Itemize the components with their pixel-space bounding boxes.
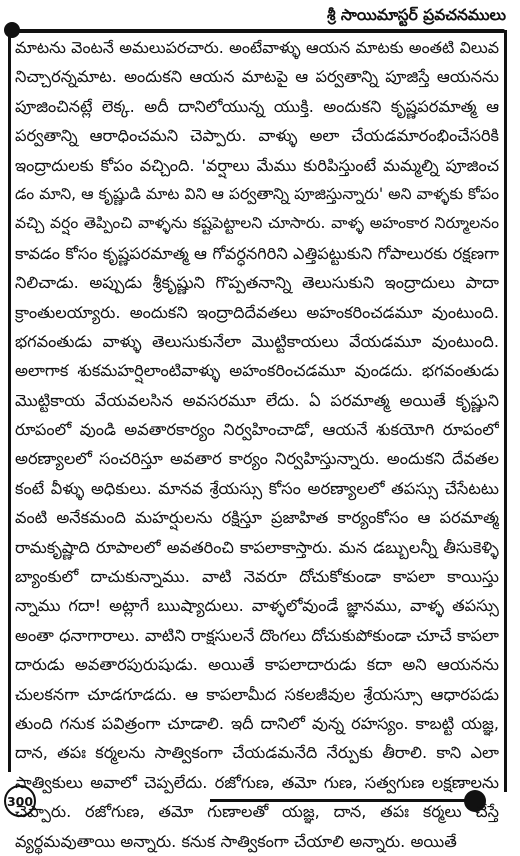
text-line: దారుడు అవతారపురుషుడు. అయితే కాపలాదారుడు కదా అని ఆయనను: [15, 655, 499, 675]
text-line: అరణ్యాలలో సంచరిస్తూ అవతార కార్యం నిర్వహిస్తున్నారు. అందుకని దేవతల: [15, 449, 499, 469]
text-line: నిచ్చారన్నమాట. అందుకని ఆయన మాటపై ఆ పర్వతాన్ని పూజిస్తే ఆయనను: [15, 67, 499, 87]
text-line: దాన, తపః కర్మలను సాత్వికంగా చేయడమనేది నేర్పుకు తీరాలి. కాని ఎలా: [15, 743, 499, 763]
text-line: కావడం కోసం కృష్ణపరమాత్మ ఆ గోవర్ధనగిరిని ఎత్తిపట్టుకుని గోపాలురకు రక్షణగా: [15, 243, 499, 263]
body-text: [15, 33, 499, 856]
text-line: వచ్చి వర్షం తెప్పించి వాళ్ళను కష్టపెట్టాలని చూసారు. వాళ్ళ అహంకార నిర్మూలనం: [15, 214, 499, 233]
text-line: న్నాము గదా! అట్లాగే ఋష్యాదులు. వాళ్ళలోవుండే జ్ఞానము, వాళ్ళ తపస్సు: [15, 596, 499, 616]
text-line: నిలిచాడు. అప్పుడు శ్రీకృష్ణుని గొప్పతనాన్ని తెలుసుకుని ఇంద్రాదులు పాదా: [15, 273, 499, 293]
text-line: కంటే వీళ్ళు అధికులు. మానవ శ్రేయస్సు కోసం అరణ్యాలలో తపస్సు చేసేటటు: [15, 478, 499, 498]
text-line: పర్వతాన్ని ఆరాధించమని చెప్పారు. వాళ్ళు అలా చేయడమారంభించేసరికి: [15, 126, 499, 146]
page-number-badge: 300: [4, 785, 36, 817]
text-line: రామకృష్ణాది రూపాలలో అవతరించి కాపలాకాస్తారు. మన డబ్బులన్నీ తీసుకెళ్ళి: [15, 537, 499, 557]
left-border-rule: [8, 30, 11, 772]
text-line: డం మాని, ఆ కృష్ణుడి మాట విని ఆ పర్వతాన్ని పూజిస్తున్నారు' అని వాళ్ళకు కోపం: [15, 184, 499, 203]
text-line: అంతా ధనాగారాలు. వాటిని రాక్షసులనే దొంగలు దోచుకుపోకుండా చూచే కాపలా: [15, 625, 499, 645]
text-line: క్రాంతులయ్యారు. అందుకని ఇంద్రాదిదేవతలు అహంకరించడమూ వుంటుంది.: [15, 302, 499, 322]
right-border-rule: [504, 30, 507, 792]
text-line: రూపంలో వుండి అవతారకార్యం నిర్వహించాడో, ఆయనే శుకయోగి రూపంలో: [15, 420, 499, 440]
running-header-title: శ్రీ సాయిమాస్టర్ ప్రవచనములు: [326, 6, 506, 24]
text-line: మాటను వెంటనే అమలుపరచారు. అంటేవాళ్ళు ఆయన మాటకు అంతటి విలువ: [15, 38, 499, 57]
text-line: తుంది గనుక పవిత్రంగా చూడాలి. ఇదీ దానిలో వున్న రహస్యం. కాబట్టి యజ్ఞ,: [15, 713, 499, 733]
text-line: బ్యాంకులో దాచుకున్నాము. వాటి నెవరూ దోచుకోకుండా కాపలా కాయిస్తు: [15, 567, 499, 587]
text-line: వ్యర్థమవుతాయి అన్నారు. కనుక సాత్వికంగా చేయాలి అన్నారు. అయితే: [15, 831, 457, 851]
text-line: మొట్టికాయ వేయవలసిన అవసరమూ లేదు. ఏ పరమాత్మ అయితే కృష్ణుని: [15, 390, 499, 410]
text-line: భగవంతుడు వాళ్ళు తెలుసుకునేలా మొట్టికాయలు వేయడమూ వుంటుంది.: [15, 331, 499, 351]
text-line: చులకనగా చూడగూడదు. ఆ కాపలామీద సకలజీవుల శ్రేయస్సూ ఆధారపడు: [15, 684, 499, 704]
text-line: వంటి అనేకమంది మహర్షులను రక్షిస్తూ ప్రజాహిత కార్యంకోసం ఆ పరమాత్మ: [15, 508, 499, 528]
text-line: అలాగాక శుకమహర్షిలాంటివాళ్ళు అహంకరించడమూ వుండదు. భగవంతుడు: [15, 361, 499, 381]
text-line: ఇంద్రాదులకు కోపం వచ్చింది. 'వర్షాలు మేము కురిపిస్తుంటే మమ్మల్ని పూజించ: [15, 155, 499, 175]
text-line: చెప్పారు. రజోగుణ, తమో గుణాలతో యజ్ఞ, దాన, తపః కర్మలు చేస్తే: [15, 802, 499, 822]
text-line: సాత్వికులు అవాలో చెప్పలేదు. రజోగుణ, తమో గుణ, సత్వగుణ లక్షణాలను: [15, 772, 499, 792]
text-line: పూజించినట్లే లెక్క. అదీ దానిలోయున్న యుక్తి. అందుకని కృష్ణపరమాత్మ ఆ: [15, 96, 499, 116]
